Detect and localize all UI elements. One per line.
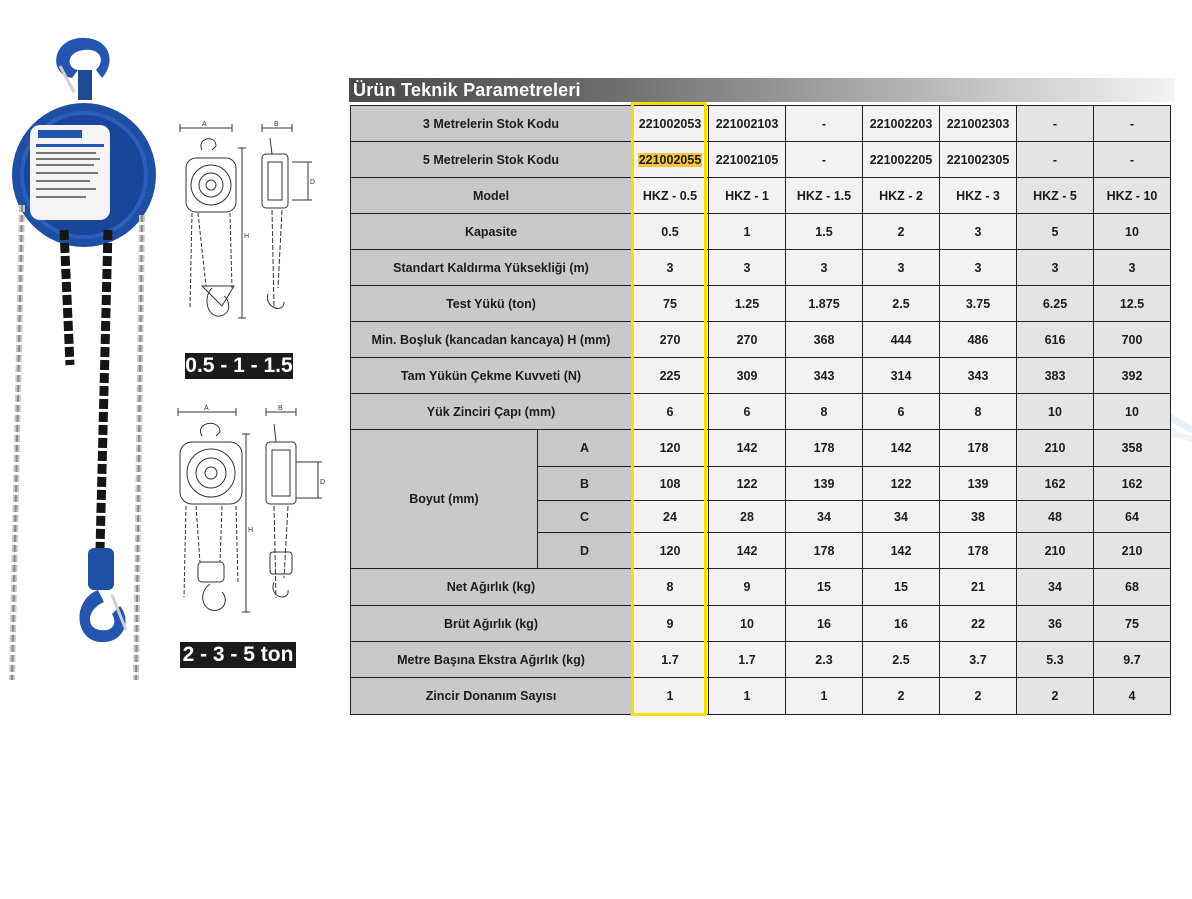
table-cell: 1.7 [709, 642, 786, 678]
table-cell: 4 [1094, 678, 1171, 715]
table-cell: 210 [1017, 430, 1094, 467]
row-label: Kapasite [351, 214, 632, 250]
table-cell: 309 [709, 358, 786, 394]
table-cell: 383 [1017, 358, 1094, 394]
drawing-label-large: 2 - 3 - 5 ton [180, 642, 296, 668]
table-cell: 16 [863, 606, 940, 642]
table-cell: HKZ - 0.5 [632, 178, 709, 214]
table-cell: 16 [786, 606, 863, 642]
table-row [351, 678, 1171, 715]
table-cell: 64 [1094, 501, 1171, 533]
table-cell: 225 [632, 358, 709, 394]
table-cell: HKZ - 1 [709, 178, 786, 214]
table-cell: - [1017, 142, 1094, 178]
table-cell: 270 [632, 322, 709, 358]
table-cell: 0.5 [632, 214, 709, 250]
row-label: Standart Kaldırma Yüksekliği (m) [351, 250, 632, 286]
table-cell: 36 [1017, 606, 1094, 642]
table-cell: 162 [1094, 467, 1171, 501]
technical-drawing-large [170, 402, 330, 632]
row-label: Test Yükü (ton) [351, 286, 632, 322]
svg-text:D: D [320, 479, 326, 486]
table-cell: HKZ - 1.5 [786, 178, 863, 214]
table-cell: 3.7 [940, 642, 1017, 678]
table-cell: HKZ - 3 [940, 178, 1017, 214]
spec-table [350, 105, 1171, 715]
table-cell: 8 [632, 569, 709, 606]
table-cell: 1.7 [632, 642, 709, 678]
table-cell: 6 [709, 394, 786, 430]
table-cell: HKZ - 2 [863, 178, 940, 214]
table-cell: 221002303 [940, 106, 1017, 142]
table-cell: 48 [1017, 501, 1094, 533]
table-cell: 142 [863, 430, 940, 467]
table-cell: 3 [632, 250, 709, 286]
table-cell: 10 [1094, 214, 1171, 250]
table-cell: 1.25 [709, 286, 786, 322]
table-cell: - [786, 106, 863, 142]
row-label: Brüt Ağırlık (kg) [351, 606, 632, 642]
table-cell: 24 [632, 501, 709, 533]
table-cell: 178 [786, 533, 863, 569]
svg-text:H: H [248, 527, 254, 534]
sub-row-label: C [538, 501, 632, 533]
table-cell: 210 [1094, 533, 1171, 569]
table-row [351, 394, 1171, 430]
table-cell: 178 [940, 430, 1017, 467]
table-cell: 3 [940, 214, 1017, 250]
table-cell: 2 [1017, 678, 1094, 715]
table-cell: 343 [786, 358, 863, 394]
table-cell: 221002205 [863, 142, 940, 178]
table-cell: 700 [1094, 322, 1171, 358]
row-label: Zincir Donanım Sayısı [351, 678, 632, 715]
table-cell: 486 [940, 322, 1017, 358]
table-cell: 3 [786, 250, 863, 286]
table-cell: 34 [786, 501, 863, 533]
table-cell: - [1017, 106, 1094, 142]
table-cell: 6.25 [1017, 286, 1094, 322]
table-cell: 142 [709, 430, 786, 467]
table-cell: 178 [940, 533, 1017, 569]
table-cell: 142 [863, 533, 940, 569]
table-cell: 270 [709, 322, 786, 358]
table-cell: 5.3 [1017, 642, 1094, 678]
table-row [351, 430, 1171, 467]
table-cell: 8 [786, 394, 863, 430]
row-label: Yük Zinciri Çapı (mm) [351, 394, 632, 430]
table-cell: 3 [1094, 250, 1171, 286]
table-cell: 2.3 [786, 642, 863, 678]
table-cell: 28 [709, 501, 786, 533]
table-cell: 68 [1094, 569, 1171, 606]
table-cell: 1 [786, 678, 863, 715]
table-cell: 6 [632, 394, 709, 430]
table-cell: 34 [863, 501, 940, 533]
table-cell: 1 [709, 214, 786, 250]
table-row [351, 358, 1171, 394]
sub-row-label: D [538, 533, 632, 569]
table-cell: 444 [863, 322, 940, 358]
svg-text:H: H [244, 233, 250, 240]
table-cell: 122 [863, 467, 940, 501]
table-cell [632, 142, 709, 178]
table-row [351, 214, 1171, 250]
table-row [351, 286, 1171, 322]
table-cell: 221002305 [940, 142, 1017, 178]
table-cell: 120 [632, 533, 709, 569]
table-cell: 22 [940, 606, 1017, 642]
drawing-label-small: 0.5 - 1 - 1.5 [185, 354, 293, 377]
row-label: 3 Metrelerin Stok Kodu [351, 106, 632, 142]
table-cell: 1.875 [786, 286, 863, 322]
table-cell: 2 [940, 678, 1017, 715]
section-title: Ürün Teknik Parametreleri [353, 80, 581, 100]
highlighted-stock-code: 221002055 [638, 152, 702, 167]
table-cell: 314 [863, 358, 940, 394]
table-cell: 122 [709, 467, 786, 501]
table-cell: - [1094, 106, 1171, 142]
table-cell: 21 [940, 569, 1017, 606]
table-cell: 8 [940, 394, 1017, 430]
table-cell: 10 [1094, 394, 1171, 430]
table-cell: 38 [940, 501, 1017, 533]
section-title-bar [349, 78, 1175, 102]
table-cell: 3 [940, 250, 1017, 286]
table-cell: 139 [940, 467, 1017, 501]
table-cell: 139 [786, 467, 863, 501]
table-cell: 10 [709, 606, 786, 642]
table-cell: 15 [863, 569, 940, 606]
table-cell: 34 [1017, 569, 1094, 606]
table-cell: 9.7 [1094, 642, 1171, 678]
table-cell: 6 [863, 394, 940, 430]
table-cell: 2.5 [863, 642, 940, 678]
sub-row-label: A [538, 430, 632, 467]
row-label: Model [351, 178, 632, 214]
table-cell: - [786, 142, 863, 178]
table-row [351, 106, 1171, 142]
table-cell: 15 [786, 569, 863, 606]
table-cell: 3 [709, 250, 786, 286]
table-cell: 616 [1017, 322, 1094, 358]
table-cell: HKZ - 5 [1017, 178, 1094, 214]
table-row [351, 250, 1171, 286]
table-cell: 1.5 [786, 214, 863, 250]
table-cell: 108 [632, 467, 709, 501]
table-cell: 10 [1017, 394, 1094, 430]
table-cell: 2 [863, 214, 940, 250]
table-cell: 1 [709, 678, 786, 715]
table-cell: 3 [1017, 250, 1094, 286]
table-row [351, 322, 1171, 358]
svg-text:A: A [202, 121, 207, 128]
table-cell: 392 [1094, 358, 1171, 394]
table-cell: 3 [863, 250, 940, 286]
svg-text:A: A [204, 405, 209, 412]
technical-drawing-small [172, 118, 322, 348]
chain-hoist-image [0, 30, 170, 690]
table-cell: 2.5 [863, 286, 940, 322]
table-cell: 221002053 [632, 106, 709, 142]
row-label: Tam Yükün Çekme Kuvveti (N) [351, 358, 632, 394]
table-cell: 1 [632, 678, 709, 715]
svg-text:D: D [310, 179, 316, 186]
table-row [351, 606, 1171, 642]
table-cell: 221002103 [709, 106, 786, 142]
table-cell: - [1094, 142, 1171, 178]
table-cell: 9 [632, 606, 709, 642]
table-row [351, 178, 1171, 214]
table-cell: 368 [786, 322, 863, 358]
table-cell: 2 [863, 678, 940, 715]
sub-row-label: B [538, 467, 632, 501]
table-cell: 210 [1017, 533, 1094, 569]
table-cell: 221002203 [863, 106, 940, 142]
table-cell: 120 [632, 430, 709, 467]
table-cell: 9 [709, 569, 786, 606]
table-cell: 221002105 [709, 142, 786, 178]
table-cell: 75 [1094, 606, 1171, 642]
table-cell: 142 [709, 533, 786, 569]
table-cell: 162 [1017, 467, 1094, 501]
table-cell: HKZ - 10 [1094, 178, 1171, 214]
table-cell: 12.5 [1094, 286, 1171, 322]
svg-text:B: B [278, 405, 283, 412]
svg-text:B: B [274, 121, 279, 128]
table-cell: 3.75 [940, 286, 1017, 322]
table-row [351, 569, 1171, 606]
row-label: Min. Boşluk (kancadan kancaya) H (mm) [351, 322, 632, 358]
table-row [351, 642, 1171, 678]
row-label: Net Ağırlık (kg) [351, 569, 632, 606]
table-cell: 75 [632, 286, 709, 322]
row-label: Metre Başına Ekstra Ağırlık (kg) [351, 642, 632, 678]
table-cell: 358 [1094, 430, 1171, 467]
table-row [351, 142, 1171, 178]
table-cell: 5 [1017, 214, 1094, 250]
table-cell: 178 [786, 430, 863, 467]
row-label: 5 Metrelerin Stok Kodu [351, 142, 632, 178]
row-label: Boyut (mm) [351, 430, 538, 569]
table-cell: 343 [940, 358, 1017, 394]
